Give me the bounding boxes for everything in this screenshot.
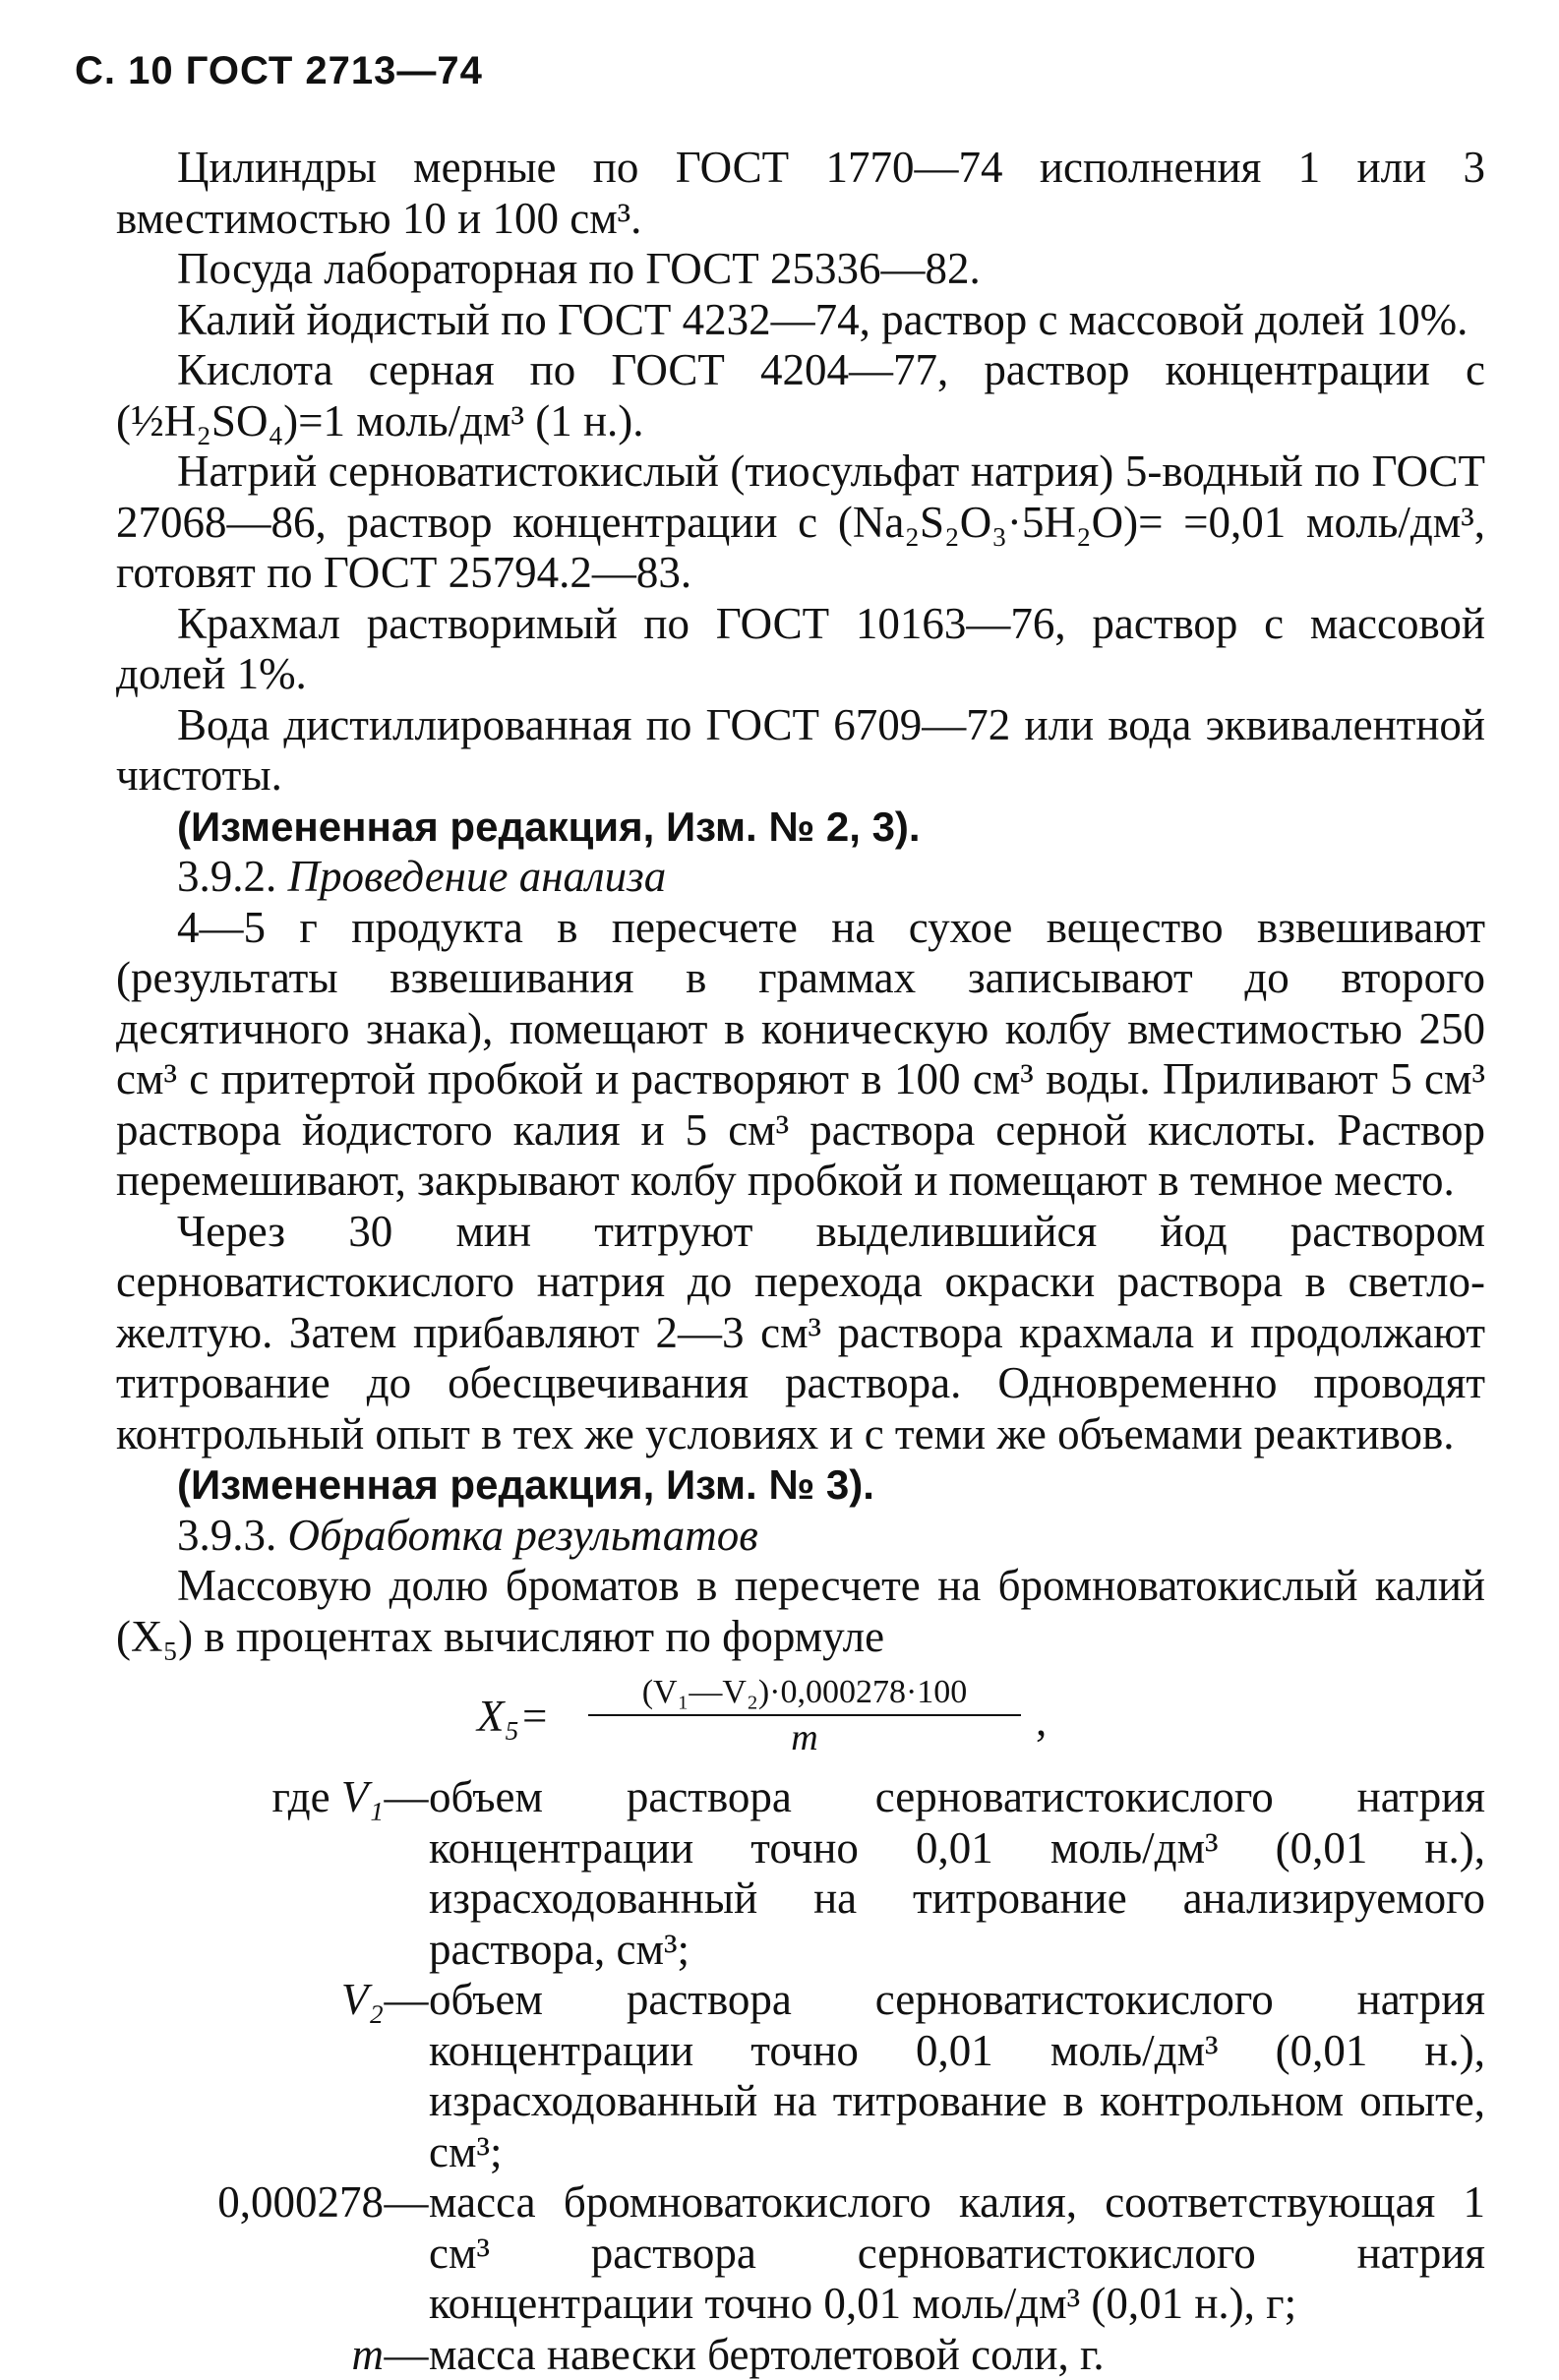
symbol-v1: V₁ [341,1772,384,1821]
section-title: Обработка результатов [288,1511,758,1560]
symbol-v2: V₂ [116,1975,384,2177]
symbol-m: m [116,2330,384,2380]
section-number: 3.9.2. [177,852,276,901]
formula-denominator: m [588,1716,1021,1759]
definition-item [116,2330,1485,2380]
paragraph-cylinders: Цилиндры мерные по ГОСТ 1770—74 исполнения 1 или 3 вместимостью 10 и 100 см³. [116,143,1485,244]
page-header: С. 10 ГОСТ 2713—74 [75,49,483,93]
definition-dash: — [384,1975,429,2177]
formula-numerator: (V₁—V₂)·0,000278·100 [588,1674,1021,1716]
definition-item [116,2177,1485,2330]
paragraph-titration: Через 30 мин титруют выделившийся йод раствором серноватистокислого натрия до перехода окраски раствора в светло-желтую. Затем прибавляют 2—3 см³ раствора крахмала и продолжают титрование до обесцвечивания раствора. Одновременно проводят контрольный опыт в тех же условиях и с теми же объемами реактивов. [116,1207,1485,1460]
section-heading-3-9-2 [116,852,1485,903]
definition-text: объем раствора серноватистокислого натрия концентрации точно 0,01 моль/дм³ (0,01 н.), израсходованный на титрование анализируемого раствора, см³; [429,1772,1485,1975]
section-number: 3.9.3. [177,1511,276,1560]
definition-text: масса бромноватокислого калия, соответствующая 1 см³ раствора серноватистокислого натрия концентрации точно 0,01 моль/дм³ (0,01 н.), г; [429,2177,1485,2330]
section-heading-3-9-3 [116,1511,1485,1562]
definition-text: масса навески бертолетовой соли, г. [429,2330,1485,2380]
page-body [116,143,1485,2380]
paragraph-procedure: 4—5 г продукта в пересчете на сухое вещество взвешивают (результаты взвешивания в граммах записывают до второго десятичного знака), помещают в коническую колбу вместимостью 250 см³ с притертой пробкой и растворяют в 100 см³ воды. Приливают 5 см³ раствора йодистого калия и 5 см³ раствора серной кислоты. Раствор перемешивают, закрывают колбу пробкой и помещают в темное место. [116,903,1485,1207]
paragraph-starch: Крахмал растворимый по ГОСТ 10163—76, раствор с массовой долей 1%. [116,599,1485,700]
paragraph-potassium-iodide: Калий йодистый по ГОСТ 4232—74, раствор с массовой долей 10%. [116,295,1485,346]
amendment-note-1: (Измененная редакция, Изм. № 2, 3). [116,802,1485,853]
definition-text: объем раствора серноватистокислого натрия концентрации точно 0,01 моль/дм³ (0,01 н.), израсходованный на титрование в контрольном опыте, см³; [429,1975,1485,2177]
definition-item [116,1975,1485,2177]
paragraph-sodium-thiosulfate: Натрий серноватистокислый (тиосульфат натрия) 5-водный по ГОСТ 27068—86, раствор концентрации с (Na₂S₂O₃·5H₂O)= =0,01 моль/дм³, готовят по ГОСТ 25794.2—83. [116,446,1485,599]
formula-comma: , [1036,1696,1047,1747]
definition-dash: — [384,2330,429,2380]
paragraph-water: Вода дистиллированная по ГОСТ 6709—72 или вода эквивалентной чистоты. [116,700,1485,802]
amendment-note-2: (Измененная редакция, Изм. № 3). [116,1459,1485,1511]
definition-dash: — [384,2177,429,2330]
paragraph-calculation-intro: Массовую долю броматов в пересчете на бромноватокислый калий (X₅) в процентах вычисляют по формуле [116,1561,1485,1662]
definition-item [116,1772,1485,1975]
paragraph-labware: Посуда лабораторная по ГОСТ 25336—82. [116,244,1485,295]
definition-symbol [116,1772,384,1975]
formula-fraction [588,1674,1021,1759]
definitions-lead: где [272,1772,330,1821]
symbol-coefficient: 0,000278 [116,2177,384,2330]
definitions-list [116,1772,1485,2380]
formula-lhs: X₅= [477,1692,550,1743]
section-title: Проведение анализа [288,852,667,901]
definition-dash: — [384,1772,429,1975]
paragraph-sulfuric-acid: Кислота серная по ГОСТ 4204—77, раствор концентрации с (½H₂SO₄)=1 моль/дм³ (1 н.). [116,345,1485,446]
formula-x5 [116,1666,1485,1772]
